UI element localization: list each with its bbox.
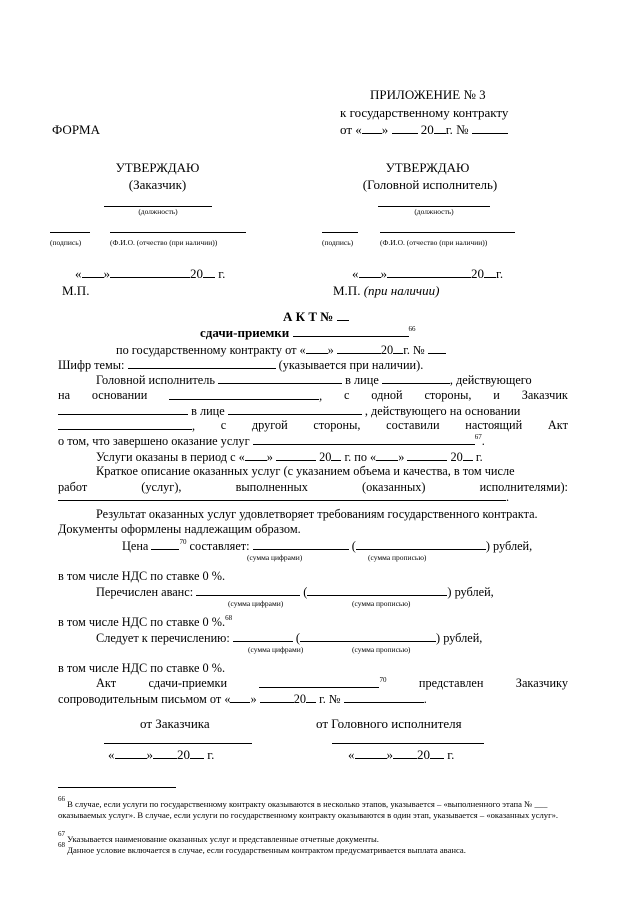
fio-hint-left: (Ф.И.О. (отчество (при наличии)): [110, 238, 218, 247]
appendix-title: ПРИЛОЖЕНИЕ № 3: [370, 87, 486, 102]
approve-left-role: (Заказчик): [128, 177, 187, 192]
para-other-side: , с другой стороны, составили настоящий Акт: [58, 418, 568, 434]
act-letter-line: сопроводительным письмом от « » 20 г. № .: [58, 692, 427, 706]
cipher-line: Шифр темы: (указывается при наличии).: [58, 358, 424, 372]
approve-right-role: (Головной исполнитель): [362, 177, 498, 192]
signature-line-left: [50, 232, 90, 233]
advance-sum-words: (сумма прописью): [352, 599, 411, 608]
signature-hint-left: (подпись): [50, 238, 82, 247]
fio-line-left: [110, 232, 246, 233]
contract-ref: к государственному контракту: [340, 105, 509, 120]
position-hint-right: (должность): [414, 207, 454, 216]
position-hint-left: (должность): [138, 207, 178, 216]
approve-left-title: УТВЕРЖДАЮ: [115, 160, 200, 175]
signature-hint-right: (подпись): [322, 238, 354, 247]
price-line: Цена $^{70}$ составляет: ( ) рублей,: [122, 538, 533, 553]
para-docs: Документы оформлены надлежащим образом.: [58, 522, 301, 536]
footnote-68: $^{68}$ Данное условие включается в случае, если государственным контрактом предусматривается выплата аванса.: [58, 841, 466, 855]
vat-line-3: в том числе НДС по ставке 0 %.: [58, 661, 226, 675]
sign-right-title: от Головного исполнителя: [316, 716, 462, 731]
price-sum-words: (сумма прописью): [368, 553, 427, 562]
stamp-left: М.П.: [62, 283, 90, 298]
footnote-66: $^{66}$ В случае, если услуги по государственному контракту оказываются в несколько этапов, указывается – «выполненного этапа № ___ оказываемых услуг». В случае, если услуги по государственному контракту оказываются в один этап, указывается – «оказанных услуг».: [58, 795, 559, 820]
sign-left-date: « » 20 г.: [108, 747, 215, 762]
description-dot: .: [506, 490, 510, 504]
advance-line: Перечислен аванс: ( ) рублей,: [96, 585, 494, 599]
act-sent-line: Акт сдачи-приемки $^{70}$ представлен Заказчику: [96, 676, 568, 690]
para-customer: в лице , действующего на основании: [58, 403, 520, 419]
due-line: Следует к перечислению: ( ) рублей,: [96, 631, 483, 645]
vat-line-2: в том числе НДС по ставке 0 %.$^{68}$: [58, 614, 233, 629]
sign-left-title: от Заказчика: [140, 716, 210, 731]
para-description: Краткое описание оказанных услуг (с указанием объема и качества, в том числе: [96, 464, 515, 478]
stamp-right: М.П. (при наличии): [333, 283, 440, 298]
approve-right-title: УТВЕРЖДАЮ: [385, 160, 470, 175]
para-executor: Головной исполнитель в лице , действующего: [96, 373, 532, 387]
advance-sum-digits: (сумма цифрами): [228, 599, 284, 608]
para-works: работ (услуг), выполненных (оказанных) исполнителями):: [58, 480, 568, 494]
para-basis: на основании , с одной стороны, и Заказчик: [58, 388, 568, 403]
contract-date-line: от « » 20 г. №: [340, 122, 508, 138]
due-sum-words: (сумма прописью): [352, 645, 411, 654]
approve-right-date: « » 20 г.: [352, 266, 504, 281]
approve-left-date: « » 20 г.: [75, 266, 226, 281]
fio-line-right: [380, 232, 515, 233]
act-title: А К Т №: [283, 309, 349, 325]
para-result: Результат оказанных услуг удовлетворяет требованиям государственного контракта.: [96, 507, 538, 521]
sign-right-date: « » 20 г.: [348, 747, 455, 762]
description-line: [58, 500, 506, 501]
price-sum-digits: (сумма цифрами): [247, 553, 303, 562]
sign-line-left: [104, 743, 252, 744]
signature-line-right: [322, 232, 358, 233]
para-completed: о том, что завершено оказание услуг $^{67}$.: [58, 433, 485, 448]
act-contract-line: по государственному контракту от « » 20 г. №: [116, 342, 446, 358]
fio-hint-right: (Ф.И.О. (отчество (при наличии)): [380, 238, 488, 247]
vat-line-1: в том числе НДС по ставке 0 %.: [58, 569, 226, 583]
act-subtitle: сдачи-приемки $^{66}$: [200, 325, 416, 340]
para-period: Услуги оказаны в период с « » 20 г. по « » 20 г.: [96, 450, 483, 464]
footnote-separator: [58, 787, 176, 788]
footnote-67: $^{67}$ Указывается наименование оказанных услуг и представленные отчетные документы.: [58, 830, 379, 844]
sign-line-right: [332, 743, 484, 744]
due-sum-digits: (сумма цифрами): [248, 645, 304, 654]
form-label: ФОРМА: [52, 122, 100, 137]
